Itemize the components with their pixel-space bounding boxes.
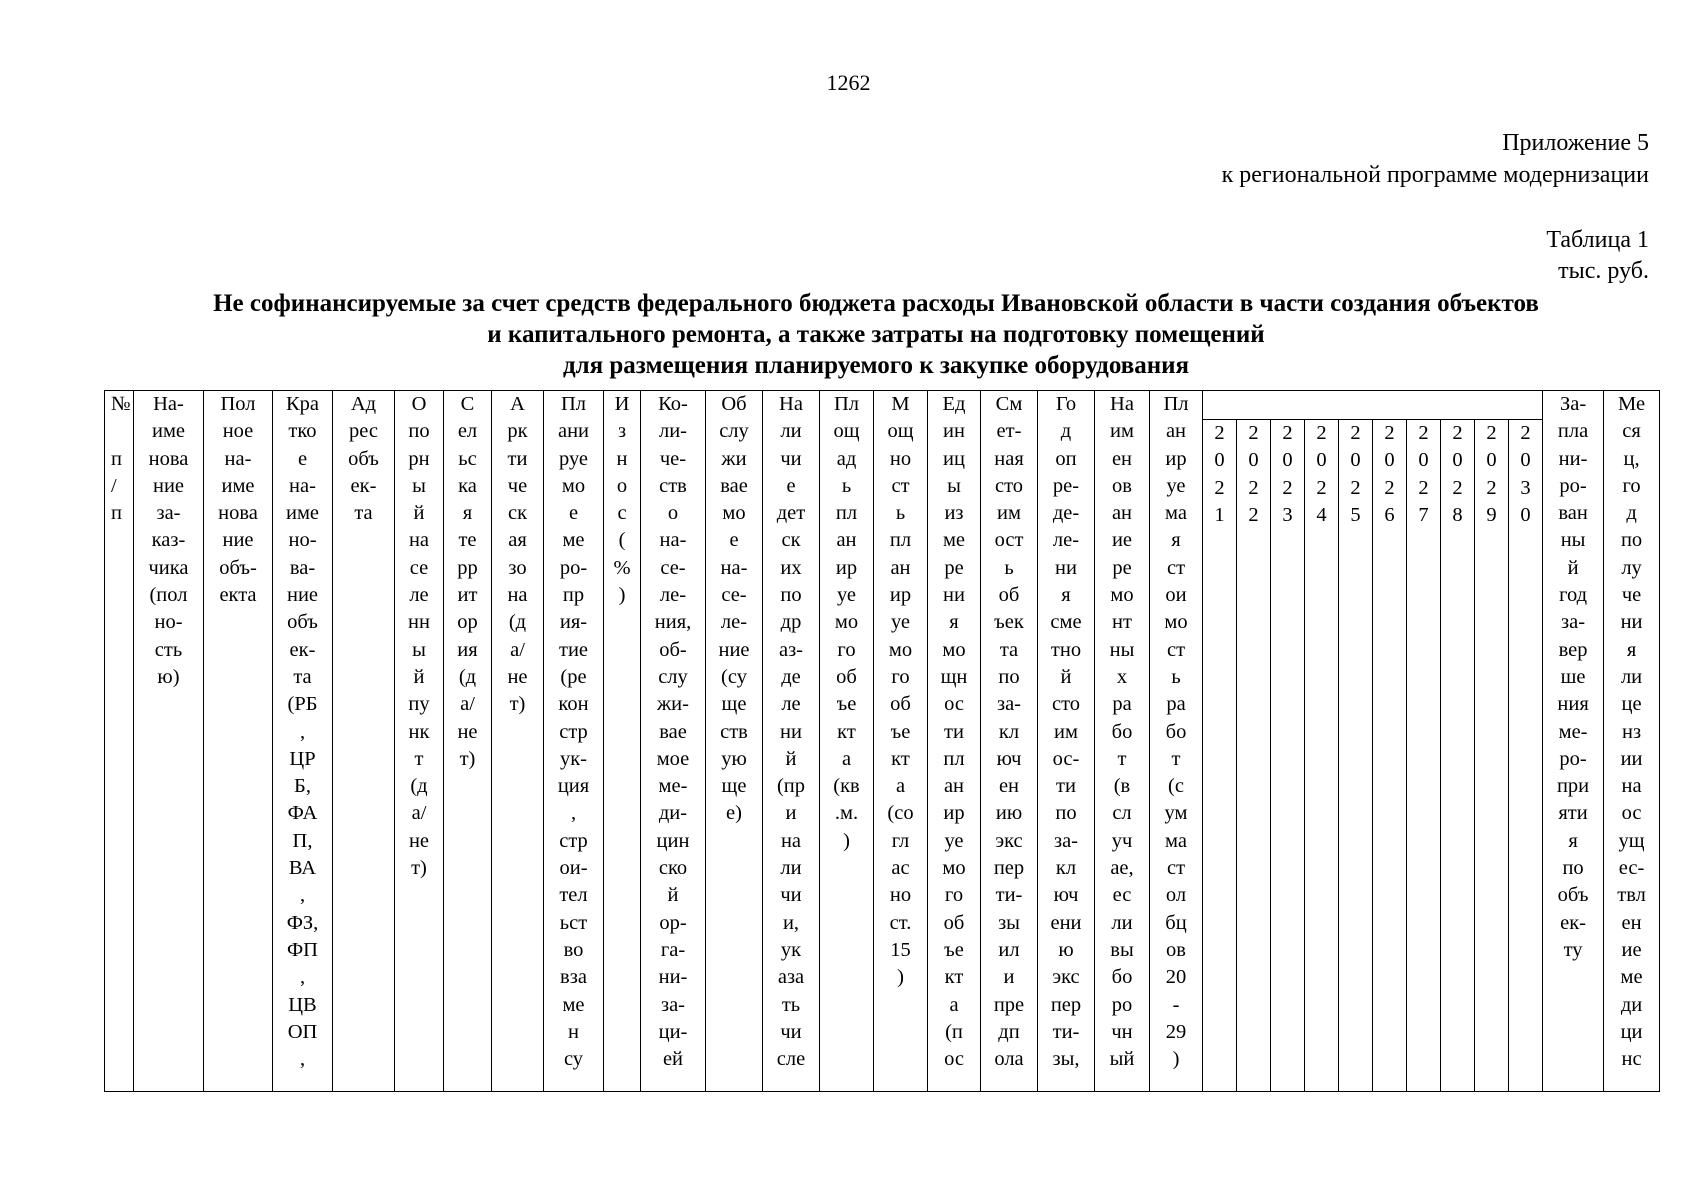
column-header-rural-territory	[444, 391, 492, 1092]
column-header-capacity	[874, 391, 928, 1092]
column-header-number	[105, 391, 134, 1092]
column-header-area	[820, 391, 874, 1092]
year-column-2027	[1407, 420, 1441, 1092]
year-2027-text: 2 0 2 7	[1418, 422, 1429, 526]
column-header-wear-text: И з н о с ( % )	[613, 393, 631, 607]
column-header-planned-works-cost	[1150, 391, 1203, 1092]
appendix-heading	[1222, 127, 1649, 191]
column-header-arctic-zone	[492, 391, 544, 1092]
page-number: 1262	[826, 70, 871, 95]
column-header-repair-works-text: На им ен ов ан ие ре мо нт ны х ра бо т (в сл уч ае, ес ли вы бо ро чн ый	[1109, 393, 1135, 1071]
column-header-object-short-name-text: Кра тко е на- име но- ва- ние объ ек- та (РБ , ЦР Б, ФА П, ВА , ФЗ, ФП , ЦВ ОП ,	[285, 393, 320, 1071]
column-header-support-settlement	[395, 391, 444, 1092]
column-header-capacity-text: М ощ но ст ь пл ан ир уе мо го об ъе кт а (со гл ас но ст. 15 )	[887, 393, 914, 989]
column-header-planned-measure-text: Пл ани руе мо е ме ро- пр ия- тие (ре кон стр ук- ция , стр ои- тел ьст во вза ме н су	[557, 393, 590, 1071]
column-header-object-full-name-text: Пол ное на- име нова ние объ- екта	[218, 393, 258, 607]
title-line-1: Не софинансируемые за счет средств федерального бюджета расходы Ивановской области в части создания объектов	[213, 290, 1539, 317]
column-header-address	[333, 391, 395, 1092]
column-header-completion-year-text: За- пла ни- ро- ван ны й год за- вер ше ния ме- ро- при яти я по объ ек- ту	[1556, 393, 1590, 961]
column-header-object-short-name	[273, 391, 333, 1092]
year-column-2026	[1373, 420, 1407, 1092]
year-column-2025	[1339, 420, 1373, 1092]
year-column-2022	[1237, 420, 1271, 1092]
column-header-rural-territory-text: С ел ьс ка я те рр ит ор ия (д а/ не т)	[457, 393, 478, 770]
column-header-license-date-text: Ме ся ц, го д по лу че ни я ли це нз ии на ос ущ ес- твл ен ие ме ди ци нс	[1617, 393, 1646, 1071]
year-2021-text: 2 0 2 1	[1214, 422, 1225, 526]
column-header-completion-year	[1543, 391, 1604, 1092]
column-header-repair-works	[1095, 391, 1150, 1092]
title-line-2: и капитального ремонта, а также затраты на подготовку помещений	[487, 321, 1265, 348]
column-header-children-units-text: На ли чи е дет ск их по др аз- де ле ни й (пр и на ли чи и, ук аза ть чи сле	[776, 393, 806, 1071]
year-2025-text: 2 0 2 5	[1350, 422, 1361, 526]
column-header-cost-year-text: Го д оп ре- де- ле- ни я сме тно й сто им ос- ти по за- кл юч ени ю экс пер ти- зы,	[1050, 393, 1082, 1071]
year-2030-text: 2 0 3 0	[1520, 422, 1531, 526]
year-2022-text: 2 0 2 2	[1248, 422, 1259, 526]
year-2024-text: 2 0 2 4	[1316, 422, 1327, 526]
column-header-address-text: Ад рес объ ек- та	[348, 393, 379, 525]
column-header-planned-works-cost-text: Пл ан ир уе ма я ст ои мо ст ь ра бо т (с ум ма ст ол бц ов 20 - 29 )	[1163, 393, 1189, 1071]
year-column-2029	[1475, 420, 1509, 1092]
table-units: тыс. руб.	[1558, 258, 1649, 284]
column-header-customer-text: На- име нова ние за- каз- чика (пол но- сть ю)	[148, 393, 189, 688]
column-header-area-text: Пл ощ ад ь пл ан ир уе мо го об ъе кт а (кв .м. )	[833, 393, 860, 852]
column-header-estimated-cost-text: См ет- ная сто им ост ь об ъек та по за- кл юч ен ию экс пер ти- зы ил и пре дп ола	[993, 393, 1025, 1071]
column-header-object-full-name	[204, 391, 273, 1092]
appendix-number: Приложение 5	[1502, 130, 1649, 156]
column-header-cost-year	[1038, 391, 1095, 1092]
year-column-2028	[1441, 420, 1475, 1092]
year-column-2023	[1271, 420, 1305, 1092]
column-header-served-population-existing-text: Об слу жи вае мо е на- се- ле- ние (су ще ств ую ще е)	[718, 393, 750, 825]
column-header-wear	[604, 391, 641, 1092]
column-header-arctic-zone-text: А рк ти че ск ая зо на (д а/ не т)	[507, 393, 528, 716]
column-header-capacity-units-text: Ед ин иц ы из ме ре ни я мо щн ос ти пл ан ир уе мо го об ъе кт а (п ос	[940, 393, 968, 1071]
year-column-2030	[1509, 420, 1543, 1092]
column-header-children-units	[763, 391, 820, 1092]
year-2023-text: 2 0 2 3	[1282, 422, 1293, 526]
table-label-block	[1546, 225, 1649, 287]
year-column-2024	[1305, 420, 1339, 1092]
table-number: Таблица 1	[1546, 227, 1649, 253]
column-header-planned-measure	[544, 391, 604, 1092]
column-header-customer	[134, 391, 204, 1092]
column-header-support-settlement-text: О по рн ы й на се ле нн ы й пу нк т (д а/ не т)	[408, 393, 430, 880]
column-header-estimated-cost	[981, 391, 1038, 1092]
column-header-number-text: № п / п	[111, 393, 131, 525]
column-header-served-population-existing	[706, 391, 763, 1092]
year-column-2021	[1203, 420, 1237, 1092]
column-header-served-population-count-text: Ко- ли- че- ств о на- се- ле- ния, об- слу жи- вае мое ме- ди- цин ско й ор- га- ни- за- ци- ей	[654, 393, 692, 1071]
column-header-served-population-count	[641, 391, 706, 1092]
expenses-table	[104, 390, 1660, 1092]
document-title	[100, 288, 1652, 381]
years-group-header	[1203, 391, 1543, 420]
appendix-subtitle: к региональной программе модернизации	[1221, 162, 1649, 188]
year-2028-text: 2 0 2 8	[1452, 422, 1463, 526]
title-line-3: для размещения планируемого к закупке оборудования	[562, 352, 1190, 379]
column-header-license-date	[1604, 391, 1660, 1092]
year-2029-text: 2 0 2 9	[1486, 422, 1497, 526]
column-header-capacity-units	[928, 391, 981, 1092]
year-2026-text: 2 0 2 6	[1384, 422, 1395, 526]
